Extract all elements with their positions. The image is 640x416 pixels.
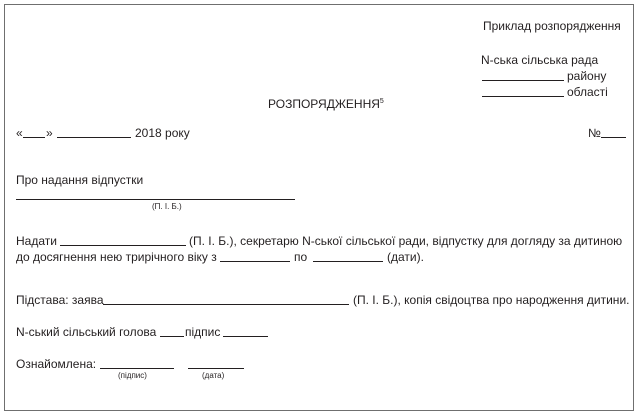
subject-text: Про надання відпустки: [16, 173, 144, 187]
district-label: району: [567, 69, 607, 83]
district-blank: [482, 80, 564, 81]
document-title: [268, 97, 384, 111]
head-name-blank: [223, 336, 268, 337]
body-line2-start: до досягнення нею трирічного віку з: [16, 250, 217, 264]
title-footnote: 5: [379, 98, 384, 105]
dates-caption: (дати).: [387, 250, 424, 264]
end-date-blank: [313, 261, 383, 262]
title-text: РОЗПОРЯДЖЕННЯ: [268, 97, 380, 111]
applicant-name-blank: [103, 304, 349, 305]
acknowledged-label: Ознайомлена:: [16, 357, 97, 371]
region-blank: [482, 96, 564, 97]
name-caption: (П. І. Б.): [152, 202, 182, 211]
signature-word: підпис: [185, 325, 221, 339]
document-caption: Приклад розпорядження: [483, 19, 621, 33]
month-blank: [57, 137, 131, 138]
start-date-blank: [220, 261, 290, 262]
head-signature-blank: [160, 336, 184, 337]
grant-word: Надати: [16, 234, 57, 248]
grantee-name-blank: [60, 245, 186, 246]
basis-rest: (П. І. Б.), копія свідоцтва про народження дитини.: [353, 293, 630, 307]
body-line1-rest: (П. І. Б.), секретарю N-ської сільської ради, відпустку для догляду за дитиною: [189, 234, 623, 248]
document-page: [4, 4, 634, 411]
basis-label: Підстава: заява: [16, 293, 104, 307]
number-sign: №: [588, 126, 601, 140]
day-blank: [23, 137, 45, 138]
to-word: по: [294, 250, 308, 264]
head-title: N-ський сільський голова: [16, 325, 157, 339]
ack-date-blank: [188, 368, 244, 369]
date-open-quote: «: [16, 126, 23, 140]
region-label: області: [567, 85, 608, 99]
year-text: 2018 року: [135, 126, 190, 140]
council-name: N-ська сільська рада: [481, 53, 599, 67]
date-close-quote: »: [46, 126, 53, 140]
ack-date-caption: (дата): [202, 371, 225, 380]
ack-signature-blank: [100, 368, 174, 369]
number-blank: [601, 137, 626, 138]
ack-signature-caption: (підпис): [118, 371, 147, 380]
employee-name-blank: [16, 199, 295, 200]
